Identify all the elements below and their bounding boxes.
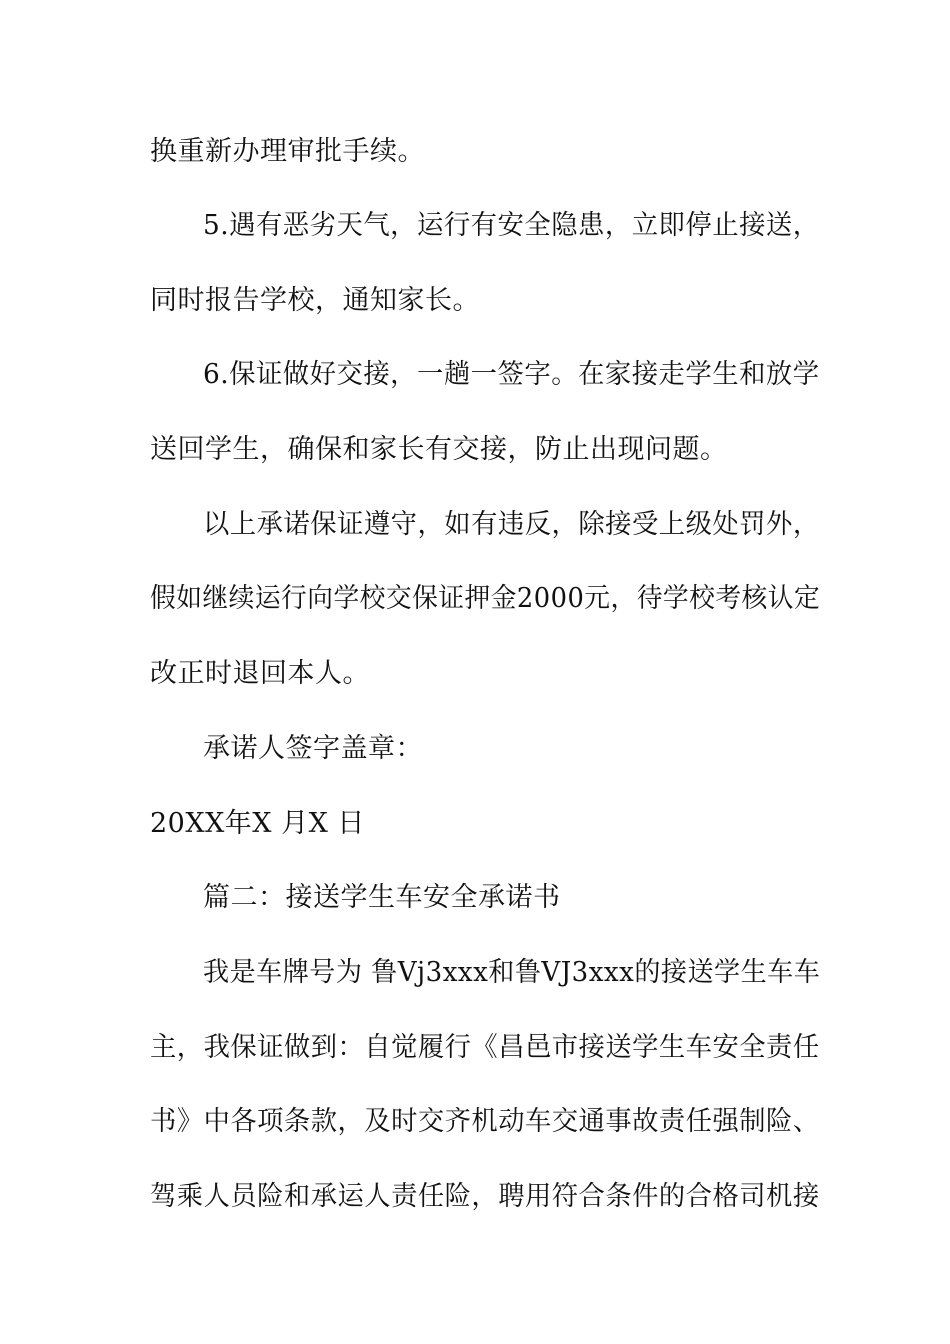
text-line-3: 同时报告学校，通知家长。 [150,285,480,316]
text-line-5: 送回学生，确保和家长有交接，防止出现问题。 [150,434,728,465]
text-line-2: 5.遇有恶劣天气，运行有安全隐患，立即停止接送， [203,210,820,241]
text-line-8: 改正时退回本人。 [150,658,370,689]
section-heading: 篇二：接送学生车安全承诺书 [203,882,561,913]
date-line: 20XX年X 月X 日 [150,808,365,839]
signature-label: 承诺人签字盖章： [203,733,423,764]
text-line-14: 书》中各项条款，及时交齐机动车交通事故责任强制险、 [150,1106,820,1137]
text-line-7: 假如继续运行向学校交保证押金2000元，待学校考核认定 [150,583,821,614]
text-line-12: 我是车牌号为 鲁Vj3xxx和鲁VJ3xxx的接送学生车车 [203,957,821,988]
text-line-4: 6.保证做好交接，一趟一签字。在家接走学生和放学 [203,359,820,390]
text-line-1: 换重新办理审批手续。 [150,136,425,167]
text-line-13: 主，我保证做到：自觉履行《昌邑市接送学生车安全责任 [150,1032,820,1063]
text-line-6: 以上承诺保证遵守，如有违反，除接受上级处罚外， [203,509,820,540]
text-line-15: 驾乘人员险和承运人责任险，聘用符合条件的合格司机接 [150,1181,820,1212]
